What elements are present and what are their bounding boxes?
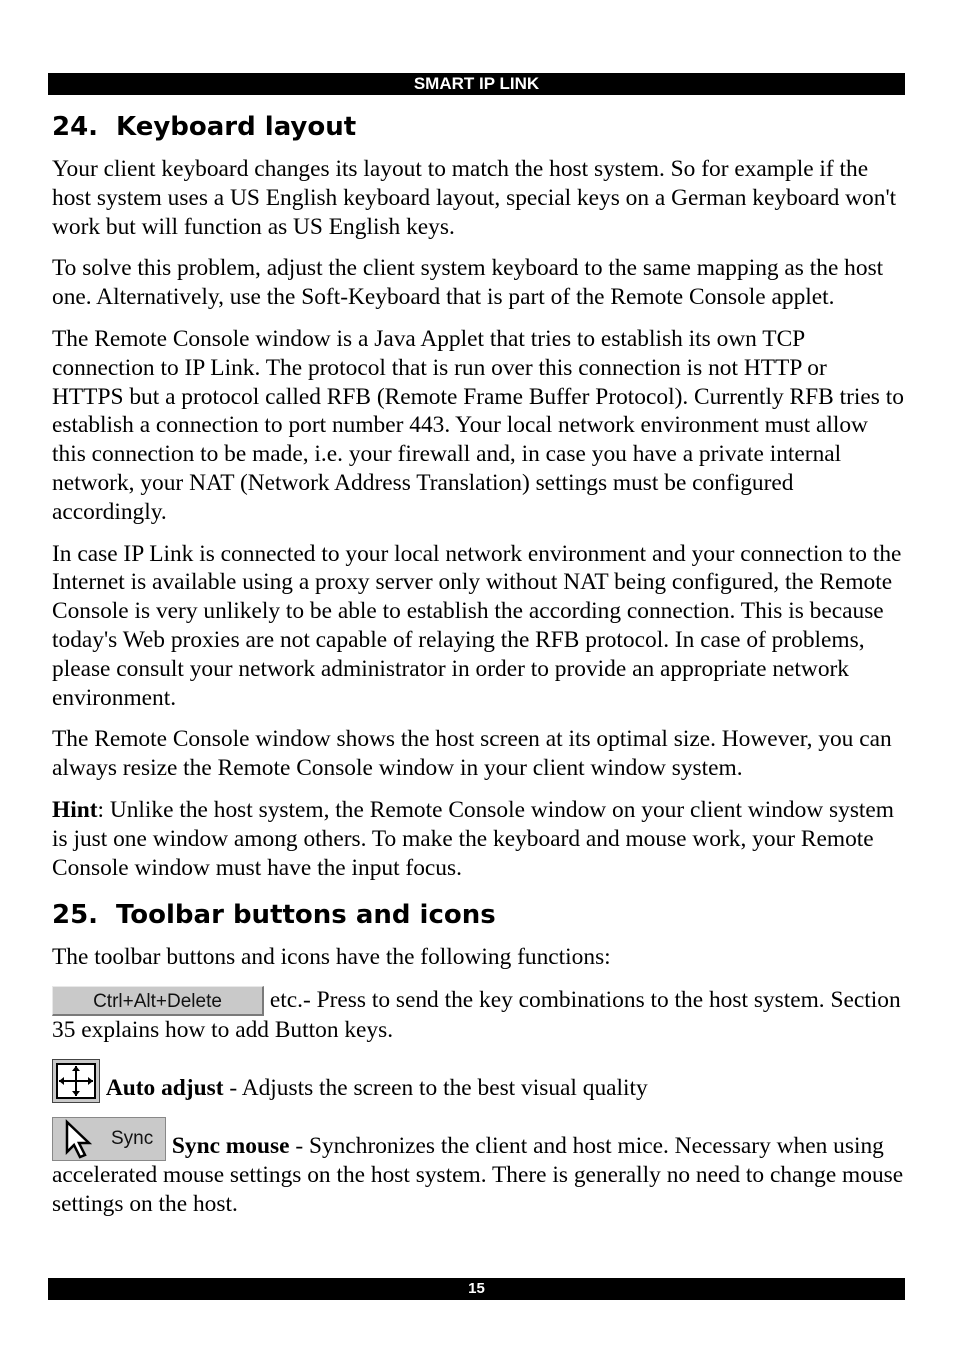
hint-paragraph	[52, 796, 904, 882]
sync-mouse-label: Sync mouse	[171, 1133, 290, 1160]
paragraph-1: Your client keyboard changes its layout to match the host system. So for example if the host system uses a US English keyboard layout, special keys on a German keyboard won't work but will function as US English keys.	[52, 156, 897, 240]
sync-button-label: Sync	[111, 1127, 154, 1149]
ctrl-alt-delete-line	[52, 986, 904, 1045]
hint-label: Hint	[52, 796, 98, 823]
auto-adjust-line	[52, 1059, 904, 1103]
sync-mouse-button[interactable]	[52, 1117, 166, 1161]
header-bar	[48, 73, 905, 95]
paragraph-2: To solve this problem, adjust the client system keyboard to the same mapping as the host one. Alternatively, use the Soft-Keyboard that is part of the Remote Console applet.	[52, 255, 884, 311]
auto-adjust-icon[interactable]	[52, 1059, 100, 1103]
auto-adjust-text: - Adjusts the screen to the best visual quality	[223, 1075, 648, 1102]
hint-text: : Unlike the host system, the Remote Console window on your client window system is just one window among others. To make the keyboard and mouse work, your Remote Console window must have the input focus.	[52, 796, 895, 881]
section-24-number: 24.	[52, 112, 99, 142]
section-25-title: Toolbar buttons and icons	[116, 900, 496, 931]
ctrl-alt-delete-button[interactable]: Ctrl+Alt+Delete	[52, 986, 264, 1016]
sync-mouse-text: - Synchronizes the client and host mice. Necessary when using accelerated mouse settings on the host system. There is generally no need to change mouse settings on the host.	[52, 1133, 904, 1217]
section-24-title: Keyboard layout	[116, 112, 357, 142]
paragraph-4: In case IP Link is connected to your local network environment and your connection to the Internet is available using a proxy server only without NAT being configured, the Remote Console is very unlikely to be able to establish the according connection. This is because today's Web proxies are not capable of relaying the RFB protocol. In case of problems, please consult your network administrator in order to provide an appropriate network environment.	[52, 540, 902, 711]
footer-bar	[48, 1278, 905, 1300]
section-25-number: 25.	[52, 900, 99, 931]
paragraph-5: The Remote Console window shows the host screen at its optimal size. However, you can always resize the Remote Console window in your client window system.	[52, 726, 892, 782]
section-24-heading	[52, 108, 904, 146]
page-content	[52, 108, 904, 1219]
section-25-heading	[52, 896, 904, 934]
mouse-pointer-icon	[59, 1118, 115, 1160]
page-number: 15	[468, 1280, 485, 1297]
ctrl-alt-delete-text: etc.- Press to send the key combinations to the host system. Section 35 explains how to add Button keys.	[52, 987, 901, 1044]
auto-adjust-label: Auto adjust	[105, 1075, 224, 1102]
auto-adjust-glyph	[53, 1060, 99, 1102]
sync-mouse-line	[52, 1117, 904, 1219]
toolbar-intro: The toolbar buttons and icons have the following functions:	[52, 944, 611, 971]
paragraph-3: The Remote Console window is a Java Applet that tries to establish its own TCP connection to IP Link. The protocol that is run over this connection is not HTTP or HTTPS but a protocol called RFB (Remote Frame Buffer Protocol). Currently RFB tries to establish a connection to port number 443. Your local network environment must allow this connection to be made, i.e. your firewall and, in case you have a private internal network, your NAT (Network Address Translation) settings must be configured accordingly.	[52, 325, 904, 525]
header-title: SMART IP LINK	[413, 74, 540, 93]
